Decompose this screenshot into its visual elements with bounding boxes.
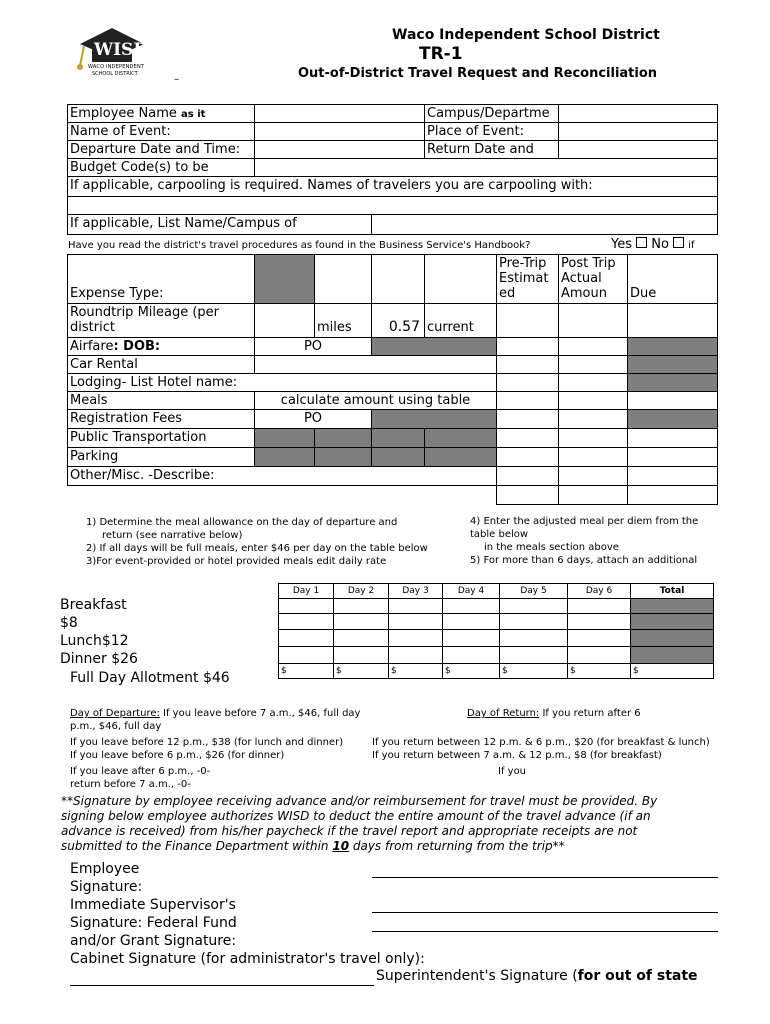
list-name-field[interactable] [371,214,718,235]
meal-cell[interactable] [388,613,443,630]
mileage-post[interactable] [558,303,628,338]
employee-sig-label-2: Signature: [70,879,143,895]
meals-post[interactable] [558,391,628,410]
logo-text: WISD [94,40,149,60]
return-line-4: If you [498,766,527,777]
event-place-label: Place of Event: [424,122,559,141]
logo-sub1: WACO INDEPENDENT [88,64,145,70]
transport-gray-4 [424,428,497,448]
expense-type-header [67,254,255,304]
meal-cell[interactable] [442,613,500,630]
form-id: TR-1 [419,44,463,64]
event-place-field[interactable] [558,122,718,141]
mileage-due[interactable] [627,303,718,338]
day-label: Day 2 [347,586,375,596]
carpool-label: If applicable, carpooling is required. Names of travelers you are carpooling with: [67,176,718,197]
airfare-label [67,337,255,356]
parking-gray-1 [254,447,315,467]
rate-text: 0.57 [388,319,420,335]
notice-line-1: **Signature by employee receiving advance and/or reimbursement for travel must be provided. By [61,794,658,808]
return-label: Day of Return: [467,708,540,719]
procedures-answer [611,237,695,252]
yes-label: Yes [611,237,632,252]
car-due [627,355,718,374]
car-post[interactable] [558,355,628,374]
registration-label: Registration Fees [67,409,255,429]
miles-text: miles [317,320,352,335]
full-day-rate: Full Day Allotment $46 [70,670,230,686]
meal-dollar-cell[interactable] [442,663,500,679]
due-text: Due [630,286,657,301]
meal-cell[interactable] [278,613,334,630]
meal-dollar-cell[interactable] [499,663,568,679]
superintendent-text: Superintendent's Signature ( [376,968,578,984]
event-name-field[interactable] [254,122,425,141]
supervisor-sig-label-2: Signature: Federal Fund [70,915,237,931]
return-line-2: If you return between 12 p.m. & 6 p.m., $20 (for breakfast & lunch) [372,737,710,748]
meal-cell[interactable] [333,646,389,664]
meal-cell [630,646,714,664]
no-label: No [651,237,669,252]
departure-label: Departure Date and Time: [67,140,255,159]
expense-type-text: Expense Type: [70,286,164,301]
lodging-pre[interactable] [496,373,559,392]
meal-cell[interactable] [278,646,334,664]
day-label: Day 1 [292,586,320,596]
mileage-pre[interactable] [496,303,559,338]
instruction-4c: in the meals section above [484,542,619,553]
notice-line-4 [61,839,657,854]
due-header [627,254,718,304]
meal-cell[interactable] [499,646,568,664]
meal-cell[interactable] [278,629,334,647]
return-text-1: If you return after 6 [539,708,641,719]
district-logo [72,22,152,80]
rate-value [371,303,425,338]
pre-trip-header: Pre-Trip Estimat ed [496,254,559,304]
grant-signature-line[interactable] [372,931,718,932]
cabinet-signature-line[interactable] [70,985,374,986]
notice-line-3: advance is received) from his/her paycheck if the travel report and appropriate receipts are not [61,824,638,838]
day-header [442,583,500,599]
dollar-sign: $ [570,666,576,676]
dollar-sign: $ [336,666,342,676]
no-checkbox[interactable] [673,237,684,248]
header-blank-2 [314,254,372,304]
day-header [333,583,389,599]
dollar-sign: $ [633,666,639,676]
parking-post[interactable] [558,447,628,467]
transport-label: Public Transportation [67,428,255,448]
instruction-4: 4) Enter the adjusted meal per diem from the [470,516,699,527]
registration-gray [371,409,497,429]
transport-post[interactable] [558,428,628,448]
meal-cell[interactable] [278,598,334,614]
departure-field[interactable] [254,140,425,159]
other-label: Other/Misc. -Describe: [67,466,497,486]
lunch-rate: Lunch$12 [60,633,129,649]
day-label: Day 5 [520,586,547,596]
meal-dollar-cell[interactable] [567,663,631,679]
current-text: current [427,320,474,335]
employee-name-note: as it [181,109,206,120]
employee-name-label [67,104,255,123]
current-label [424,303,497,338]
supervisor-sig-label: Immediate Supervisor's [70,897,236,913]
mileage-field[interactable] [254,303,315,338]
signature-notice [61,794,657,854]
meal-cell[interactable] [567,646,631,664]
miles-label [314,303,372,338]
meal-dollar-cell[interactable] [278,663,334,679]
dollar-sign: $ [281,666,287,676]
airfare-gray [371,337,497,356]
meals-due[interactable] [627,391,718,410]
departure-line-5: return before 7 a.m., -0- [70,779,191,790]
meal-cell[interactable] [333,613,389,630]
total-due[interactable] [627,485,718,505]
day-header [499,583,568,599]
total-post[interactable] [558,485,628,505]
supervisor-signature-line[interactable] [372,912,718,913]
po-cell-2 [254,409,372,429]
airfare-due [627,337,718,356]
airfare-pre[interactable] [496,337,559,356]
departure-line-4: If you leave after 6 p.m., -0- [70,766,211,777]
instruction-4b: table below [470,529,529,540]
day-header [388,583,443,599]
return-line-1 [372,707,722,720]
departure-line-2: If you leave before 12 p.m., $38 (for lunch and dinner) [70,737,344,748]
parking-gray-2 [314,447,372,467]
meal-instructions-right [470,515,720,566]
meal-cell[interactable] [333,629,389,647]
transport-due[interactable] [627,428,718,448]
employee-sig-label: Employee [70,861,140,877]
return-date-label: Return Date and [424,140,559,159]
return-date-field[interactable] [558,140,718,159]
form-subtitle: Out-of-District Travel Request and Reconciliation [298,66,658,81]
campus-dept-label: Campus/Departme [424,104,559,123]
instruction-5: 5) For more than 6 days, attach an additional [470,555,698,566]
header-dash: – [174,74,179,85]
campus-dept-field[interactable] [558,104,718,123]
return-narrative [372,707,722,778]
total-label: Total [659,586,685,596]
employee-signature-line[interactable] [372,877,718,878]
budget-codes-field[interactable] [254,158,718,177]
registration-due [627,409,718,429]
day-label: Day 3 [402,586,429,596]
notice-line-2: signing below employee authorizes WISD to deduct the entire amount of the travel advance (if an [61,809,651,823]
lodging-label: Lodging- List Hotel name: [67,373,497,392]
transport-gray-3 [371,428,425,448]
meal-cell [630,629,714,647]
event-name-label: Name of Event: [67,122,255,141]
meals-note: calculate amount using table [254,391,497,410]
other-due[interactable] [627,466,718,486]
meal-cell [630,598,714,614]
meal-cell[interactable] [442,598,500,614]
instruction-1: 1) Determine the meal allowance on the day of departure and [86,517,398,528]
total-pre[interactable] [496,485,559,505]
meal-cell[interactable] [499,613,568,630]
meal-cell[interactable] [442,646,500,664]
po-cell-1 [254,337,372,356]
meal-instructions-left [86,516,446,567]
airfare-post[interactable] [558,337,628,356]
transport-gray-2 [314,428,372,448]
budget-codes-label: Budget Code(s) to be [67,158,255,177]
po-text-1: PO [303,339,323,354]
grant-sig-label: and/or Grant Signature: [70,933,237,949]
carpool-field[interactable] [67,196,718,215]
meal-cell [630,613,714,630]
departure-line-1 [70,707,370,720]
yes-checkbox[interactable] [636,237,647,248]
header-blank-4 [424,254,497,304]
return-line-3: If you return between 7 a.m. & 12 p.m., $8 (for breakfast) [372,750,662,761]
instruction-1b: return (see narrative below) [102,530,243,541]
dollar-sign: $ [391,666,397,676]
day-header [567,583,631,599]
parking-gray-3 [371,447,425,467]
meal-cell[interactable] [567,613,631,630]
employee-name-field[interactable] [254,104,425,123]
car-rental-label: Car Rental [67,355,255,374]
parking-gray-4 [424,447,497,467]
day-label: Day 4 [457,586,485,596]
parking-due[interactable] [627,447,718,467]
meal-cell[interactable] [499,598,568,614]
dollar-sign: $ [445,666,451,676]
meal-dollar-cell[interactable] [388,663,443,679]
meals-label: Meals [67,391,255,410]
procedures-question: Have you read the district's travel procedures as found in the Business Service's Handbook? [68,240,531,251]
po-text-2: PO [303,411,323,426]
dob-text: : DOB: [113,339,161,354]
day-header [278,583,334,599]
notice-days: 10 [332,839,350,853]
car-rental-field[interactable] [254,355,497,374]
lodging-post[interactable] [558,373,628,392]
logo-sub2: SCHOOL DISTRICT [92,71,138,77]
departure-line-3: If you leave before 6 p.m., $26 (for dinner) [70,750,285,761]
other-post[interactable] [558,466,628,486]
meal-dollar-cell[interactable] [333,663,389,679]
parking-pre[interactable] [496,447,559,467]
departure-label: Day of Departure: [70,708,160,719]
airfare-text: Airfare [70,339,114,354]
car-pre[interactable] [496,355,559,374]
notice-4c: days from returning from the trip** [349,839,565,853]
meal-rates [60,596,230,687]
district-title: Waco Independent School District [392,27,660,43]
notice-4a: submitted to the Finance Department within [61,839,333,853]
day-label: Day 6 [585,586,613,596]
mileage-label: Roundtrip Mileage (per district [67,303,255,338]
total-header [630,583,714,599]
header-gray-1 [254,254,315,304]
registration-post[interactable] [558,409,628,429]
instruction-2: 2) If all days will be full meals, enter $46 per day on the table below [86,543,428,554]
dollar-sign: $ [502,666,508,676]
meal-cell[interactable] [567,629,631,647]
other-pre[interactable] [496,466,559,486]
superintendent-bold: for out of state [577,968,698,984]
meal-cell[interactable] [442,629,500,647]
meal-cell[interactable] [388,598,443,614]
meal-cell[interactable] [388,629,443,647]
dinner-rate: Dinner $26 [60,651,138,667]
transport-gray-1 [254,428,315,448]
breakfast-rate: Breakfast $8 [60,597,127,631]
transport-pre[interactable] [496,428,559,448]
list-name-label: If applicable, List Name/Campus of [67,214,372,235]
departure-text-1: If you leave before 7 a.m., $46, full day [159,708,361,719]
meal-cell[interactable] [567,598,631,614]
departure-narrative [70,707,370,791]
meal-dollar-cell[interactable] [630,663,714,679]
header-blank-3 [371,254,425,304]
cabinet-sig-label: Cabinet Signature (for administrator's travel only): [70,951,425,967]
parking-label: Parking [67,447,255,467]
employee-name-text: Employee Name [70,106,177,121]
instruction-3: 3)For event-provided or hotel provided meals edit daily rate [86,556,387,567]
post-trip-header: Post Trip Actual Amoun [558,254,628,304]
lodging-due [627,373,718,392]
departure-line-1b: p.m., $46, full day [70,721,162,732]
superintendent-sig-label [376,968,698,984]
meal-cell[interactable] [333,598,389,614]
meal-cell[interactable] [499,629,568,647]
meal-cell[interactable] [388,646,443,664]
registration-pre[interactable] [496,409,559,429]
meals-pre[interactable] [496,391,559,410]
if-label: if [688,240,695,251]
